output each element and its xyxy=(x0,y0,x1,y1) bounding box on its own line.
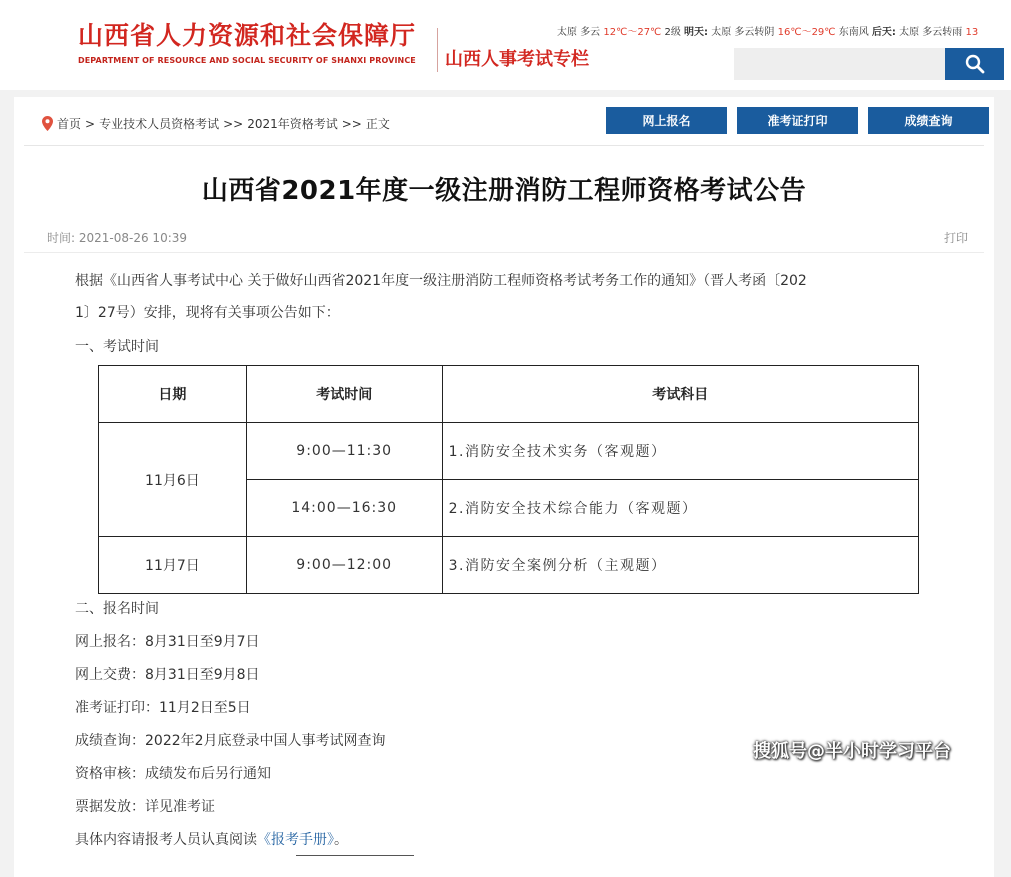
score-query-button[interactable]: 成绩查询 xyxy=(868,107,989,134)
exam-manual-link[interactable]: 《报考手册》 xyxy=(257,832,334,848)
weather-today-wind: 2级 xyxy=(664,27,681,38)
breadcrumb xyxy=(42,115,390,132)
table-header-time: 考试时间 xyxy=(246,366,442,423)
print-link[interactable]: 打印 xyxy=(944,231,969,245)
section-exam-time-heading: 一、考试时间 xyxy=(75,339,159,355)
logo-english-name: DEPARTMENT OF RESOURCE AND SOCIAL SECURITY OF SHANXI PROVINCE xyxy=(78,56,416,65)
article-meta xyxy=(47,229,187,246)
table-cell-date: 11月7日 xyxy=(99,537,247,594)
publish-time-label: 时间: xyxy=(47,231,76,245)
weather-today-temp: 12℃～27℃ xyxy=(603,27,662,38)
logo-divider xyxy=(437,28,438,72)
weather-tomorrow-wind: 东南风 xyxy=(838,27,869,38)
info-line-online-register: 网上报名：8月31日至9月7日 xyxy=(75,634,260,650)
table-header-subject: 考试科目 xyxy=(442,366,918,423)
section-registration-heading: 二、报名时间 xyxy=(75,601,159,617)
table-row xyxy=(99,537,919,594)
weather-today-cond: 多云 xyxy=(580,27,601,38)
divider xyxy=(24,252,984,253)
exam-schedule-table xyxy=(98,365,919,594)
table-cell-time: 14:00—16:30 xyxy=(246,480,442,537)
weather-tomorrow-city: 太原 xyxy=(711,27,732,38)
breadcrumb-professional-exams[interactable]: 专业技术人员资格考试 xyxy=(99,117,220,131)
table-header-row xyxy=(99,366,919,423)
breadcrumb-separator: >> xyxy=(341,116,362,131)
info-line-admission-print: 准考证打印：11月2日至5日 xyxy=(75,700,251,716)
weather-after-cond: 多云转雨 xyxy=(922,27,963,38)
table-row xyxy=(99,423,919,480)
breadcrumb-home[interactable]: 首页 xyxy=(57,117,82,131)
info-line-receipt: 票据发放：详见准考证 xyxy=(75,799,215,815)
link-underline xyxy=(296,855,414,856)
weather-after-label: 后天: xyxy=(871,27,896,38)
weather-after-temp: 13 xyxy=(965,27,979,38)
breadcrumb-separator: > xyxy=(85,116,96,131)
breadcrumb-2021-exams[interactable]: 2021年资格考试 xyxy=(247,117,338,131)
table-cell-time: 9:00—12:00 xyxy=(246,537,442,594)
breadcrumb-current: 正文 xyxy=(365,117,390,131)
search-input[interactable] xyxy=(734,48,945,80)
table-cell-subject: 2.消防安全技术综合能力（客观题） xyxy=(442,480,918,537)
table-cell-subject: 3.消防安全案例分析（主观题） xyxy=(442,537,918,594)
weather-tomorrow-label: 明天: xyxy=(684,27,709,38)
table-cell-time: 9:00—11:30 xyxy=(246,423,442,480)
table-header-date: 日期 xyxy=(99,366,247,423)
search-icon xyxy=(965,54,985,74)
quick-actions xyxy=(606,107,989,134)
divider xyxy=(24,145,984,146)
weather-tomorrow-temp: 16℃～29℃ xyxy=(777,27,836,38)
publish-time-value: 2021-08-26 10:39 xyxy=(78,231,188,245)
info-line-online-payment: 网上交费：8月31日至9月8日 xyxy=(75,667,260,683)
final-paragraph xyxy=(75,830,348,850)
info-line-qualification-review: 资格审核：成绩发布后另行通知 xyxy=(75,766,271,782)
weather-forecast xyxy=(557,26,978,40)
intro-paragraph-line1: 根据《山西省人事考试中心 关于做好山西省2021年度一级注册消防工程师资格考试考务工作的通知》（晋人考函〔202 xyxy=(75,273,807,289)
search-button[interactable] xyxy=(945,48,1004,80)
table-cell-date: 11月6日 xyxy=(99,423,247,537)
weather-after-city: 太原 xyxy=(899,27,920,38)
article-title: 山西省2021年度一级注册消防工程师资格考试公告 xyxy=(201,176,807,206)
breadcrumb-separator: >> xyxy=(223,116,244,131)
online-register-button[interactable]: 网上报名 xyxy=(606,107,727,134)
weather-today-city: 太原 xyxy=(557,27,577,38)
final-suffix: 。 xyxy=(334,832,348,848)
weather-tomorrow-cond: 多云转阴 xyxy=(734,27,775,38)
logo-chinese-name: 山西省人力资源和社会保障厅 xyxy=(78,21,417,50)
site-search xyxy=(734,48,1004,80)
watermark: 搜狐号@半小时学习平台 xyxy=(753,741,951,762)
info-line-score-query: 成绩查询：2022年2月底登录中国人事考试网查询 xyxy=(75,733,386,749)
column-title: 山西人事考试专栏 xyxy=(445,49,589,70)
admission-ticket-print-button[interactable]: 准考证打印 xyxy=(737,107,858,134)
intro-paragraph-line2: 1〕27号）安排，现将有关事项公告如下： xyxy=(75,305,340,321)
final-prefix: 具体内容请报考人员认真阅读 xyxy=(75,832,257,848)
site-logo[interactable] xyxy=(78,18,416,68)
table-cell-subject: 1.消防安全技术实务（客观题） xyxy=(442,423,918,480)
site-header xyxy=(0,0,1011,90)
location-pin-icon xyxy=(42,116,53,131)
